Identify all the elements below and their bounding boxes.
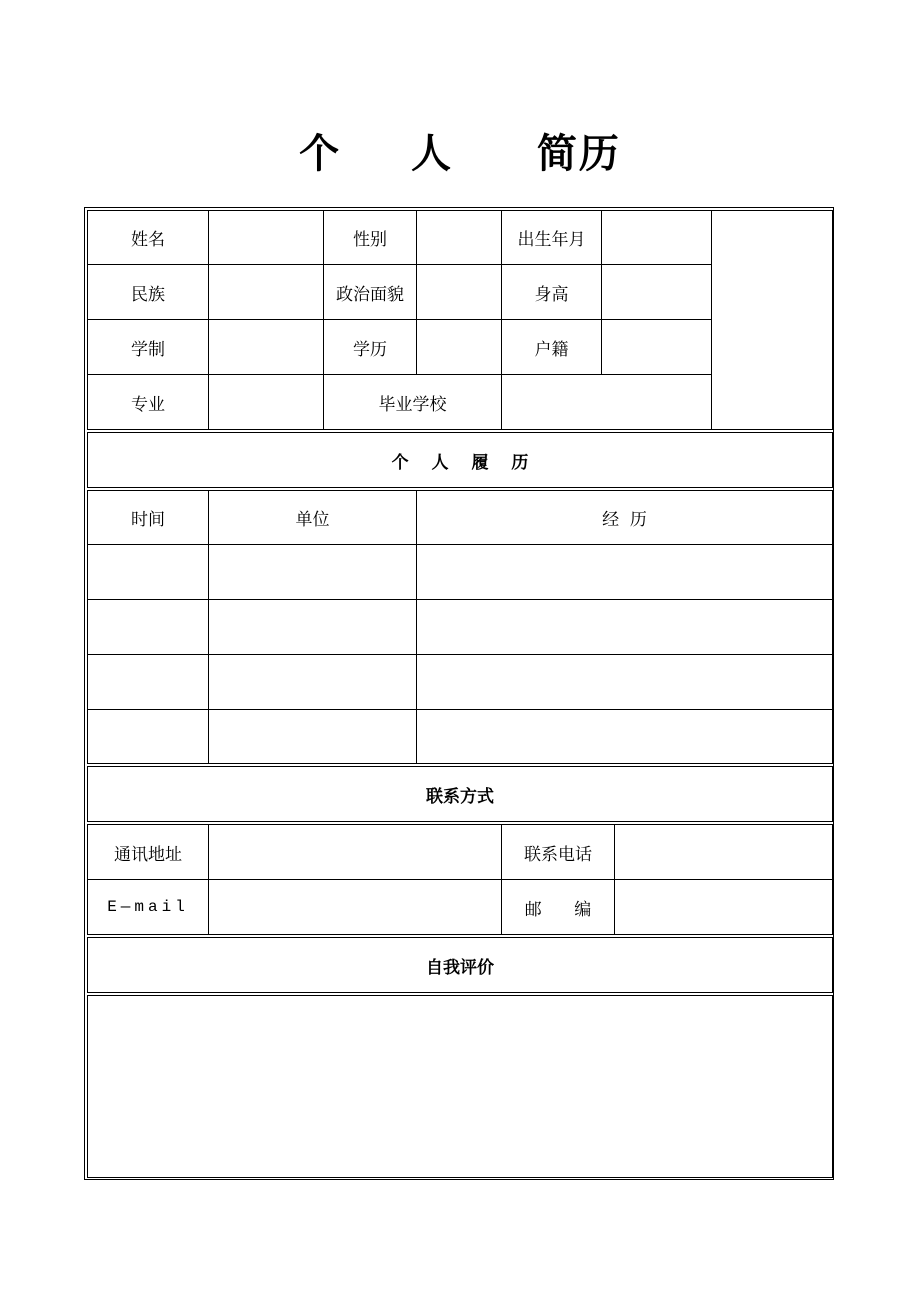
major-field[interactable] xyxy=(208,374,324,430)
history-row-3-time[interactable] xyxy=(87,654,209,710)
contact-section-title: 联系方式 xyxy=(87,766,833,822)
schooling-field[interactable] xyxy=(208,319,324,375)
history-row-3-unit[interactable] xyxy=(208,654,417,710)
title-part-3: 简历 xyxy=(536,130,621,177)
title-part-2: 人 xyxy=(411,130,453,177)
height-label: 身高 xyxy=(501,264,602,320)
history-row-1-experience[interactable] xyxy=(416,544,833,600)
address-field[interactable] xyxy=(208,824,502,880)
evaluation-section-title: 自我评价 xyxy=(87,937,833,993)
history-col-unit: 单位 xyxy=(208,490,417,545)
history-row-3-experience[interactable] xyxy=(416,654,833,710)
address-label: 通讯地址 xyxy=(87,824,209,880)
name-label: 姓名 xyxy=(87,210,209,265)
schooling-label: 学制 xyxy=(87,319,209,375)
school-label: 毕业学校 xyxy=(323,374,502,430)
political-field[interactable] xyxy=(416,264,502,320)
household-field[interactable] xyxy=(601,319,712,375)
ethnicity-field[interactable] xyxy=(208,264,324,320)
birth-label: 出生年月 xyxy=(501,210,602,265)
history-row-2-experience[interactable] xyxy=(416,599,833,655)
email-field[interactable] xyxy=(208,879,502,935)
phone-label: 联系电话 xyxy=(501,824,615,880)
photo-box[interactable] xyxy=(711,210,833,430)
history-row-4-unit[interactable] xyxy=(208,709,417,764)
postcode-field[interactable] xyxy=(614,879,833,935)
phone-field[interactable] xyxy=(614,824,833,880)
height-field[interactable] xyxy=(601,264,712,320)
page-title xyxy=(0,122,920,179)
education-field[interactable] xyxy=(416,319,502,375)
major-label: 专业 xyxy=(87,374,209,430)
history-row-4-time[interactable] xyxy=(87,709,209,764)
education-label: 学历 xyxy=(323,319,417,375)
household-label: 户籍 xyxy=(501,319,602,375)
political-label: 政治面貌 xyxy=(323,264,417,320)
history-row-4-experience[interactable] xyxy=(416,709,833,764)
email-label: E—mail xyxy=(87,879,209,935)
name-field[interactable] xyxy=(208,210,324,265)
evaluation-field[interactable] xyxy=(87,995,833,1178)
history-col-time: 时间 xyxy=(87,490,209,545)
history-row-1-time[interactable] xyxy=(87,544,209,600)
ethnicity-label: 民族 xyxy=(87,264,209,320)
history-row-2-unit[interactable] xyxy=(208,599,417,655)
gender-label: 性别 xyxy=(323,210,417,265)
gender-field[interactable] xyxy=(416,210,502,265)
history-section-title: 个 人 履 历 xyxy=(87,432,833,488)
history-col-experience: 经 历 xyxy=(416,490,833,545)
birth-field[interactable] xyxy=(601,210,712,265)
history-row-1-unit[interactable] xyxy=(208,544,417,600)
postcode-label: 邮 编 xyxy=(501,879,615,935)
resume-form xyxy=(84,207,834,1180)
title-part-1: 个 xyxy=(299,130,342,177)
history-row-2-time[interactable] xyxy=(87,599,209,655)
school-field[interactable] xyxy=(501,374,712,430)
